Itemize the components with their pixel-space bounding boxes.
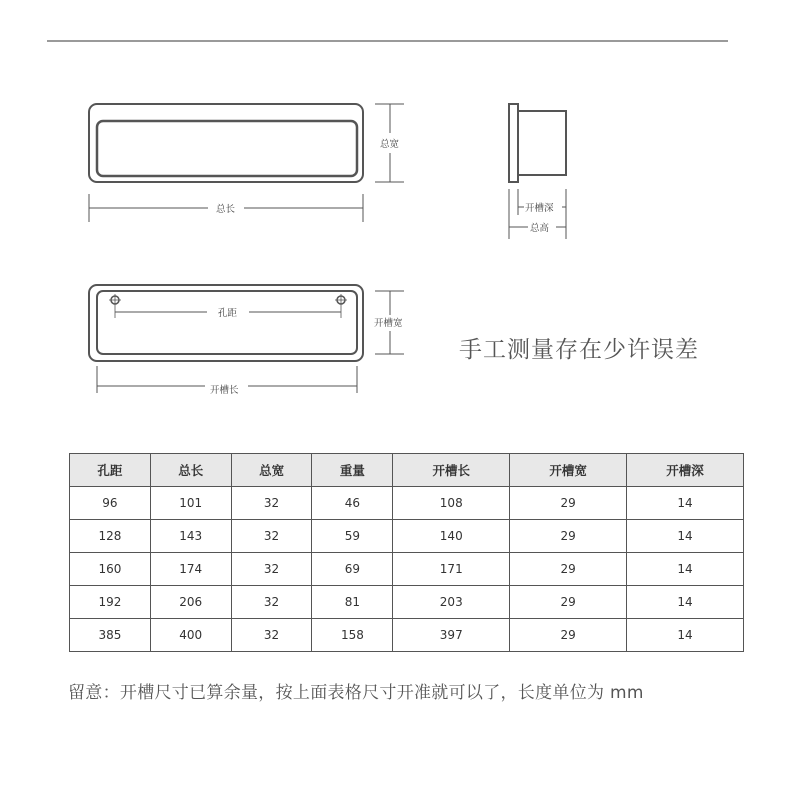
table-row <box>70 487 744 520</box>
table-cell: 32 <box>231 487 312 520</box>
table-cell: 14 <box>627 619 744 652</box>
table-cell: 397 <box>393 619 510 652</box>
table-cell: 192 <box>70 586 151 619</box>
table-cell: 32 <box>231 619 312 652</box>
table-header-row <box>70 454 744 487</box>
table-row <box>70 619 744 652</box>
table-cell: 385 <box>70 619 151 652</box>
table-cell: 29 <box>510 487 627 520</box>
screw-hole-right <box>335 294 347 318</box>
total-height-label: 总高 <box>530 223 550 234</box>
slot-depth-label: 开槽深 <box>525 203 554 214</box>
footnote: 留意：开槽尺寸已算余量，按上面表格尺寸开准就可以了，长度单位为 mm <box>68 683 644 703</box>
table-cell: 69 <box>312 553 393 586</box>
table-header-cell: 总长 <box>150 454 231 487</box>
total-width-label: 总宽 <box>380 139 400 150</box>
table-header-cell: 总宽 <box>231 454 312 487</box>
table-cell: 29 <box>510 520 627 553</box>
table-cell: 29 <box>510 553 627 586</box>
table-cell: 206 <box>150 586 231 619</box>
table-cell: 59 <box>312 520 393 553</box>
table-header-cell: 开槽深 <box>627 454 744 487</box>
table-cell: 203 <box>393 586 510 619</box>
handle-side-view <box>509 104 566 182</box>
table-cell: 14 <box>627 586 744 619</box>
table-cell: 29 <box>510 586 627 619</box>
total-length-label: 总长 <box>216 204 236 215</box>
hole-spacing-label: 孔距 <box>218 308 238 319</box>
table-cell: 128 <box>70 520 151 553</box>
table-cell: 160 <box>70 553 151 586</box>
table-cell: 81 <box>312 586 393 619</box>
table-header-cell: 孔距 <box>70 454 151 487</box>
table-cell: 29 <box>510 619 627 652</box>
table-cell: 96 <box>70 487 151 520</box>
table-cell: 32 <box>231 520 312 553</box>
table-row <box>70 553 744 586</box>
spec-table <box>69 453 744 652</box>
table-row <box>70 520 744 553</box>
table-cell: 14 <box>627 487 744 520</box>
table-cell: 171 <box>393 553 510 586</box>
table-header-cell: 重量 <box>312 454 393 487</box>
table-cell: 14 <box>627 520 744 553</box>
table-cell: 158 <box>312 619 393 652</box>
slot-length-label: 开槽长 <box>210 385 239 396</box>
table-cell: 143 <box>150 520 231 553</box>
table-cell: 108 <box>393 487 510 520</box>
table-header-cell: 开槽长 <box>393 454 510 487</box>
table-cell: 174 <box>150 553 231 586</box>
table-cell: 14 <box>627 553 744 586</box>
table-header-cell: 开槽宽 <box>510 454 627 487</box>
handle-bottom-view <box>89 285 363 361</box>
handle-top-view <box>89 104 363 182</box>
slot-width-label: 开槽宽 <box>374 318 403 329</box>
table-cell: 400 <box>150 619 231 652</box>
table-cell: 32 <box>231 553 312 586</box>
screw-hole-left <box>109 294 121 318</box>
measurement-error-note: 手工测量存在少许误差 <box>459 337 699 363</box>
table-cell: 101 <box>150 487 231 520</box>
table-row <box>70 586 744 619</box>
table-cell: 32 <box>231 586 312 619</box>
table-cell: 140 <box>393 520 510 553</box>
table-cell: 46 <box>312 487 393 520</box>
